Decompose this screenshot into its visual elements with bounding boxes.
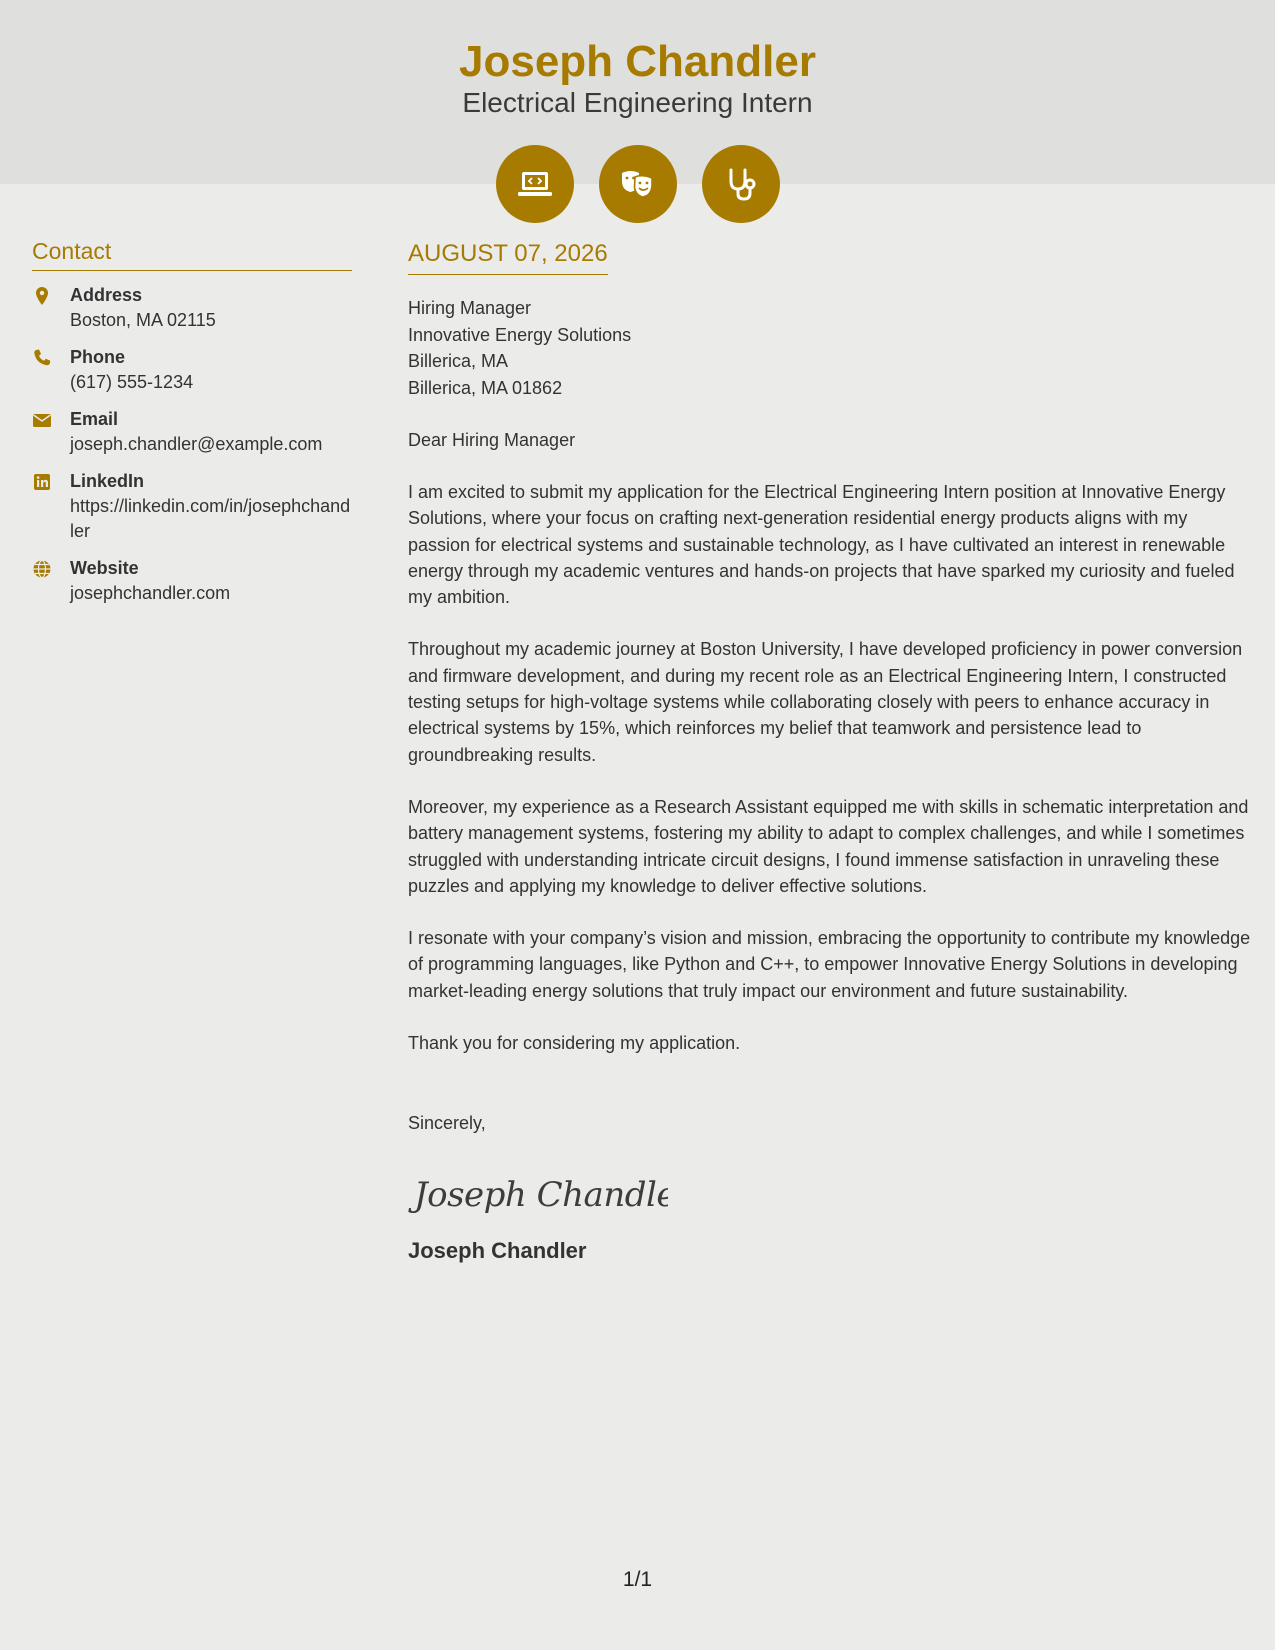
contact-email xyxy=(32,407,352,457)
closing: Sincerely, xyxy=(408,1113,486,1134)
signer-name: Joseph Chandler xyxy=(408,1238,587,1264)
recipient-line: Hiring Manager xyxy=(408,298,532,318)
recipient-line: Billerica, MA xyxy=(408,351,509,371)
paragraph: Throughout my academic journey at Boston University, I have developed proficiency in power conversion and firmware development, and during my recent role as an Electrical Engineering Intern, I constructed testing setups for high-voltage systems while collaborating closely with peers to enhance accuracy in electrical systems by 15%, which reinforces my belief that teamwork and persistence lead to groundbreaking results. xyxy=(408,639,1243,765)
signature-text: Joseph Chandler xyxy=(414,1175,668,1216)
paragraph: I resonate with your company’s vision and mission, embracing the opportunity to contribute my knowledge of programming languages, like Python and C++, to empower Innovative Energy Solutions in developing market-leading energy solutions that truly impact our environment and future sustainability. xyxy=(408,928,1251,1001)
contact-label: LinkedIn xyxy=(70,471,145,491)
contact-phone xyxy=(32,345,352,395)
greeting: Dear Hiring Manager xyxy=(408,430,576,450)
recipient-line: Billerica, MA 01862 xyxy=(408,377,563,398)
applicant-name: Joseph Chandler xyxy=(459,37,816,86)
recipient-block xyxy=(408,295,1253,401)
letter-date: AUGUST 07, 2026 xyxy=(408,240,608,275)
contact-label: Address xyxy=(70,285,143,305)
laptop-code-icon xyxy=(496,145,574,223)
letter-body xyxy=(408,240,1253,1264)
contact-value: (617) 555-1234 xyxy=(70,372,194,392)
envelope-icon xyxy=(32,407,70,457)
stethoscope-icon xyxy=(702,145,780,223)
interest-icons xyxy=(0,145,1275,223)
contact-address xyxy=(32,283,352,333)
contact-heading: Contact xyxy=(32,238,352,271)
paragraph: Moreover, my experience as a Research Assistant equipped me with skills in schematic interpretation and battery management systems, fostering my ability to adapt to complex challenges, and while I sometimes struggled with understanding intricate circuit designs, I found immense satisfaction in unraveling these puzzles and applying my knowledge to deliver effective solutions. xyxy=(408,796,1249,896)
theater-masks-icon xyxy=(599,145,677,223)
contact-value[interactable]: https://linkedin.com/in/josephchandler xyxy=(70,496,351,541)
contact-value[interactable]: josephchandler.com xyxy=(70,583,231,603)
applicant-role: Electrical Engineering Intern xyxy=(462,87,813,118)
contact-value: Boston, MA 02115 xyxy=(70,310,216,330)
paragraph: I am excited to submit my application for the Electrical Engineering Intern position at Innovative Energy Solutions, where your focus on crafting next-generation residential energy products aligns with my passion for electrical systems and sustainable technology, as I have cultivated an interest in renewable energy through my academic ventures and hands-on projects that have sparked my curiosity and fueled my ambition. xyxy=(408,482,1235,608)
phone-icon xyxy=(32,345,70,395)
contact-label: Website xyxy=(70,558,139,578)
linkedin-icon xyxy=(32,469,70,544)
globe-icon xyxy=(32,556,70,606)
recipient-line: Innovative Energy Solutions xyxy=(408,324,632,345)
page-number: 1/1 xyxy=(622,1568,653,1591)
contact-sidebar xyxy=(32,238,352,618)
contact-label: Email xyxy=(70,409,119,429)
contact-linkedin xyxy=(32,469,352,544)
signature-image xyxy=(408,1164,1253,1222)
contact-label: Phone xyxy=(70,347,126,367)
contact-website xyxy=(32,556,352,606)
paragraph: Thank you for considering my application. xyxy=(408,1033,741,1054)
contact-value: joseph.chandler@example.com xyxy=(70,434,323,454)
map-pin-icon xyxy=(32,283,70,333)
